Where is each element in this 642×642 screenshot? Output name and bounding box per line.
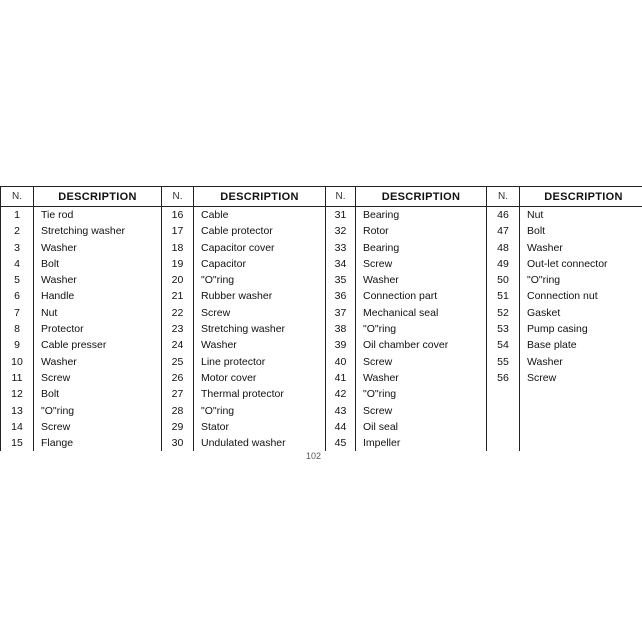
part-number: 8 xyxy=(14,323,20,336)
description-column xyxy=(194,187,326,451)
part-number: 35 xyxy=(334,274,347,287)
part-number: 53 xyxy=(497,323,509,336)
part-description: "O"ring xyxy=(201,404,235,417)
part-number: 45 xyxy=(334,437,347,450)
table-block-2 xyxy=(162,187,326,451)
part-number: 34 xyxy=(334,257,347,270)
part-number: 29 xyxy=(171,420,184,433)
parts-list-sheet xyxy=(0,186,642,452)
part-description: Flange xyxy=(41,437,74,450)
part-number: 26 xyxy=(171,371,184,384)
part-description xyxy=(520,403,642,419)
table-block-3 xyxy=(326,187,487,451)
part-number xyxy=(487,419,519,435)
part-description: "O"ring xyxy=(201,274,235,287)
number-header: N. xyxy=(1,187,33,207)
part-description: Washer xyxy=(201,339,237,352)
part-number: 10 xyxy=(11,355,23,368)
part-description: Screw xyxy=(527,371,557,384)
table-block-1 xyxy=(1,187,162,451)
part-description: Bolt xyxy=(41,257,60,270)
part-number: 50 xyxy=(497,274,509,287)
part-number xyxy=(487,403,519,419)
number-column xyxy=(1,187,34,451)
part-description: "O"ring xyxy=(363,388,397,401)
part-number: 12 xyxy=(11,388,23,401)
page-number: 102 xyxy=(306,452,322,460)
part-number: 30 xyxy=(171,437,184,450)
part-description xyxy=(520,435,642,451)
part-description: Bolt xyxy=(41,388,60,401)
part-number: 13 xyxy=(11,404,23,417)
part-number: 38 xyxy=(334,323,347,336)
part-number: 27 xyxy=(171,388,184,401)
part-number: 39 xyxy=(334,339,347,352)
part-number xyxy=(487,435,519,451)
part-number: 24 xyxy=(171,339,184,352)
part-description: Rubber washer xyxy=(201,290,273,303)
part-description xyxy=(520,386,642,402)
part-description: Rotor xyxy=(363,225,389,238)
part-description: Base plate xyxy=(527,339,577,352)
number-header: N. xyxy=(326,187,355,207)
part-description: Nut xyxy=(527,209,544,221)
part-number: 15 xyxy=(11,437,23,450)
part-number: 19 xyxy=(171,257,184,270)
part-description: Connection part xyxy=(363,290,438,303)
part-number: 44 xyxy=(334,420,347,433)
description-header: DESCRIPTION xyxy=(194,187,325,207)
part-description: Connection nut xyxy=(527,290,598,303)
part-description xyxy=(520,419,642,435)
part-description: "O"ring xyxy=(41,404,75,417)
part-description: Handle xyxy=(41,290,75,303)
part-description: Tie rod xyxy=(41,209,74,221)
part-number: 33 xyxy=(334,241,347,254)
part-number: 37 xyxy=(334,306,347,319)
part-number: 23 xyxy=(171,323,184,336)
part-number: 51 xyxy=(497,290,509,303)
part-number: 46 xyxy=(497,209,509,221)
part-description: Washer xyxy=(41,355,77,368)
number-column xyxy=(487,187,520,451)
part-number: 55 xyxy=(497,355,509,368)
part-description: Protector xyxy=(41,323,84,336)
part-description: Stator xyxy=(201,420,230,433)
part-number: 4 xyxy=(14,257,20,270)
part-description: Washer xyxy=(363,274,399,287)
part-description: Oil seal xyxy=(363,420,399,433)
part-description: Bearing xyxy=(363,209,400,221)
part-description: Washer xyxy=(527,355,563,368)
part-description: Screw xyxy=(363,355,393,368)
description-column xyxy=(520,187,642,451)
part-description: Nut xyxy=(41,306,58,319)
part-number: 41 xyxy=(334,371,347,384)
part-description: Bolt xyxy=(527,225,546,238)
part-description: Stretching washer xyxy=(41,225,126,238)
part-description: Stretching washer xyxy=(201,323,286,336)
part-number: 52 xyxy=(497,306,509,319)
part-description: Washer xyxy=(41,274,77,287)
number-header: N. xyxy=(162,187,193,207)
part-number xyxy=(487,386,519,402)
part-description: Oil chamber cover xyxy=(363,339,449,352)
part-number: 25 xyxy=(171,355,184,368)
part-number: 11 xyxy=(11,371,23,384)
number-column xyxy=(326,187,356,451)
number-header: N. xyxy=(487,187,519,207)
part-description: Out-let connector xyxy=(527,257,608,270)
part-number: 49 xyxy=(497,257,509,270)
part-number: 6 xyxy=(14,290,20,303)
part-number: 17 xyxy=(171,225,184,238)
part-description: Screw xyxy=(41,371,71,384)
part-number: 9 xyxy=(14,339,20,352)
part-number: 31 xyxy=(334,209,347,221)
part-description: Motor cover xyxy=(201,371,257,384)
parts-table xyxy=(0,186,642,451)
part-number: 28 xyxy=(171,404,184,417)
part-description: Washer xyxy=(527,241,563,254)
part-number: 16 xyxy=(171,209,184,221)
part-number: 18 xyxy=(171,241,184,254)
part-number: 21 xyxy=(171,290,184,303)
part-description: Washer xyxy=(41,241,77,254)
part-number: 20 xyxy=(171,274,184,287)
number-column xyxy=(162,187,194,451)
part-number: 56 xyxy=(497,371,509,384)
part-number: 54 xyxy=(497,339,509,352)
part-description: Screw xyxy=(363,257,393,270)
part-description: Pump casing xyxy=(527,323,588,336)
part-number: 3 xyxy=(14,241,20,254)
description-column xyxy=(34,187,162,451)
part-number: 5 xyxy=(14,274,20,287)
part-description: Undulated washer xyxy=(201,437,286,450)
part-number: 14 xyxy=(11,420,23,433)
part-number: 36 xyxy=(334,290,347,303)
part-description: Capacitor xyxy=(201,257,246,270)
description-header: DESCRIPTION xyxy=(356,187,486,207)
part-description: Screw xyxy=(201,306,231,319)
part-number: 22 xyxy=(171,306,184,319)
part-description: Mechanical seal xyxy=(363,306,439,319)
part-description: Bearing xyxy=(363,241,400,254)
part-description: "O"ring xyxy=(363,323,397,336)
part-number: 7 xyxy=(14,306,20,319)
part-description: Impeller xyxy=(363,437,401,450)
part-number: 2 xyxy=(14,225,20,238)
description-header: DESCRIPTION xyxy=(520,187,642,207)
table-block-4 xyxy=(487,187,642,451)
part-description: Thermal protector xyxy=(201,388,284,401)
part-description: Cable xyxy=(201,209,229,221)
part-description: Screw xyxy=(363,404,393,417)
part-description: "O"ring xyxy=(527,274,561,287)
part-description: Gasket xyxy=(527,306,561,319)
part-number: 48 xyxy=(497,241,509,254)
part-description: Cable presser xyxy=(41,339,107,352)
description-column xyxy=(356,187,487,451)
part-description: Line protector xyxy=(201,355,266,368)
part-number: 1 xyxy=(14,209,20,221)
part-number: 42 xyxy=(334,388,347,401)
part-number: 40 xyxy=(334,355,347,368)
part-description: Capacitor cover xyxy=(201,241,275,254)
part-description: Cable protector xyxy=(201,225,273,238)
part-number: 47 xyxy=(497,225,509,238)
part-number: 32 xyxy=(334,225,347,238)
part-description: Screw xyxy=(41,420,71,433)
part-number: 43 xyxy=(334,404,347,417)
description-header: DESCRIPTION xyxy=(34,187,161,207)
part-description: Washer xyxy=(363,371,399,384)
